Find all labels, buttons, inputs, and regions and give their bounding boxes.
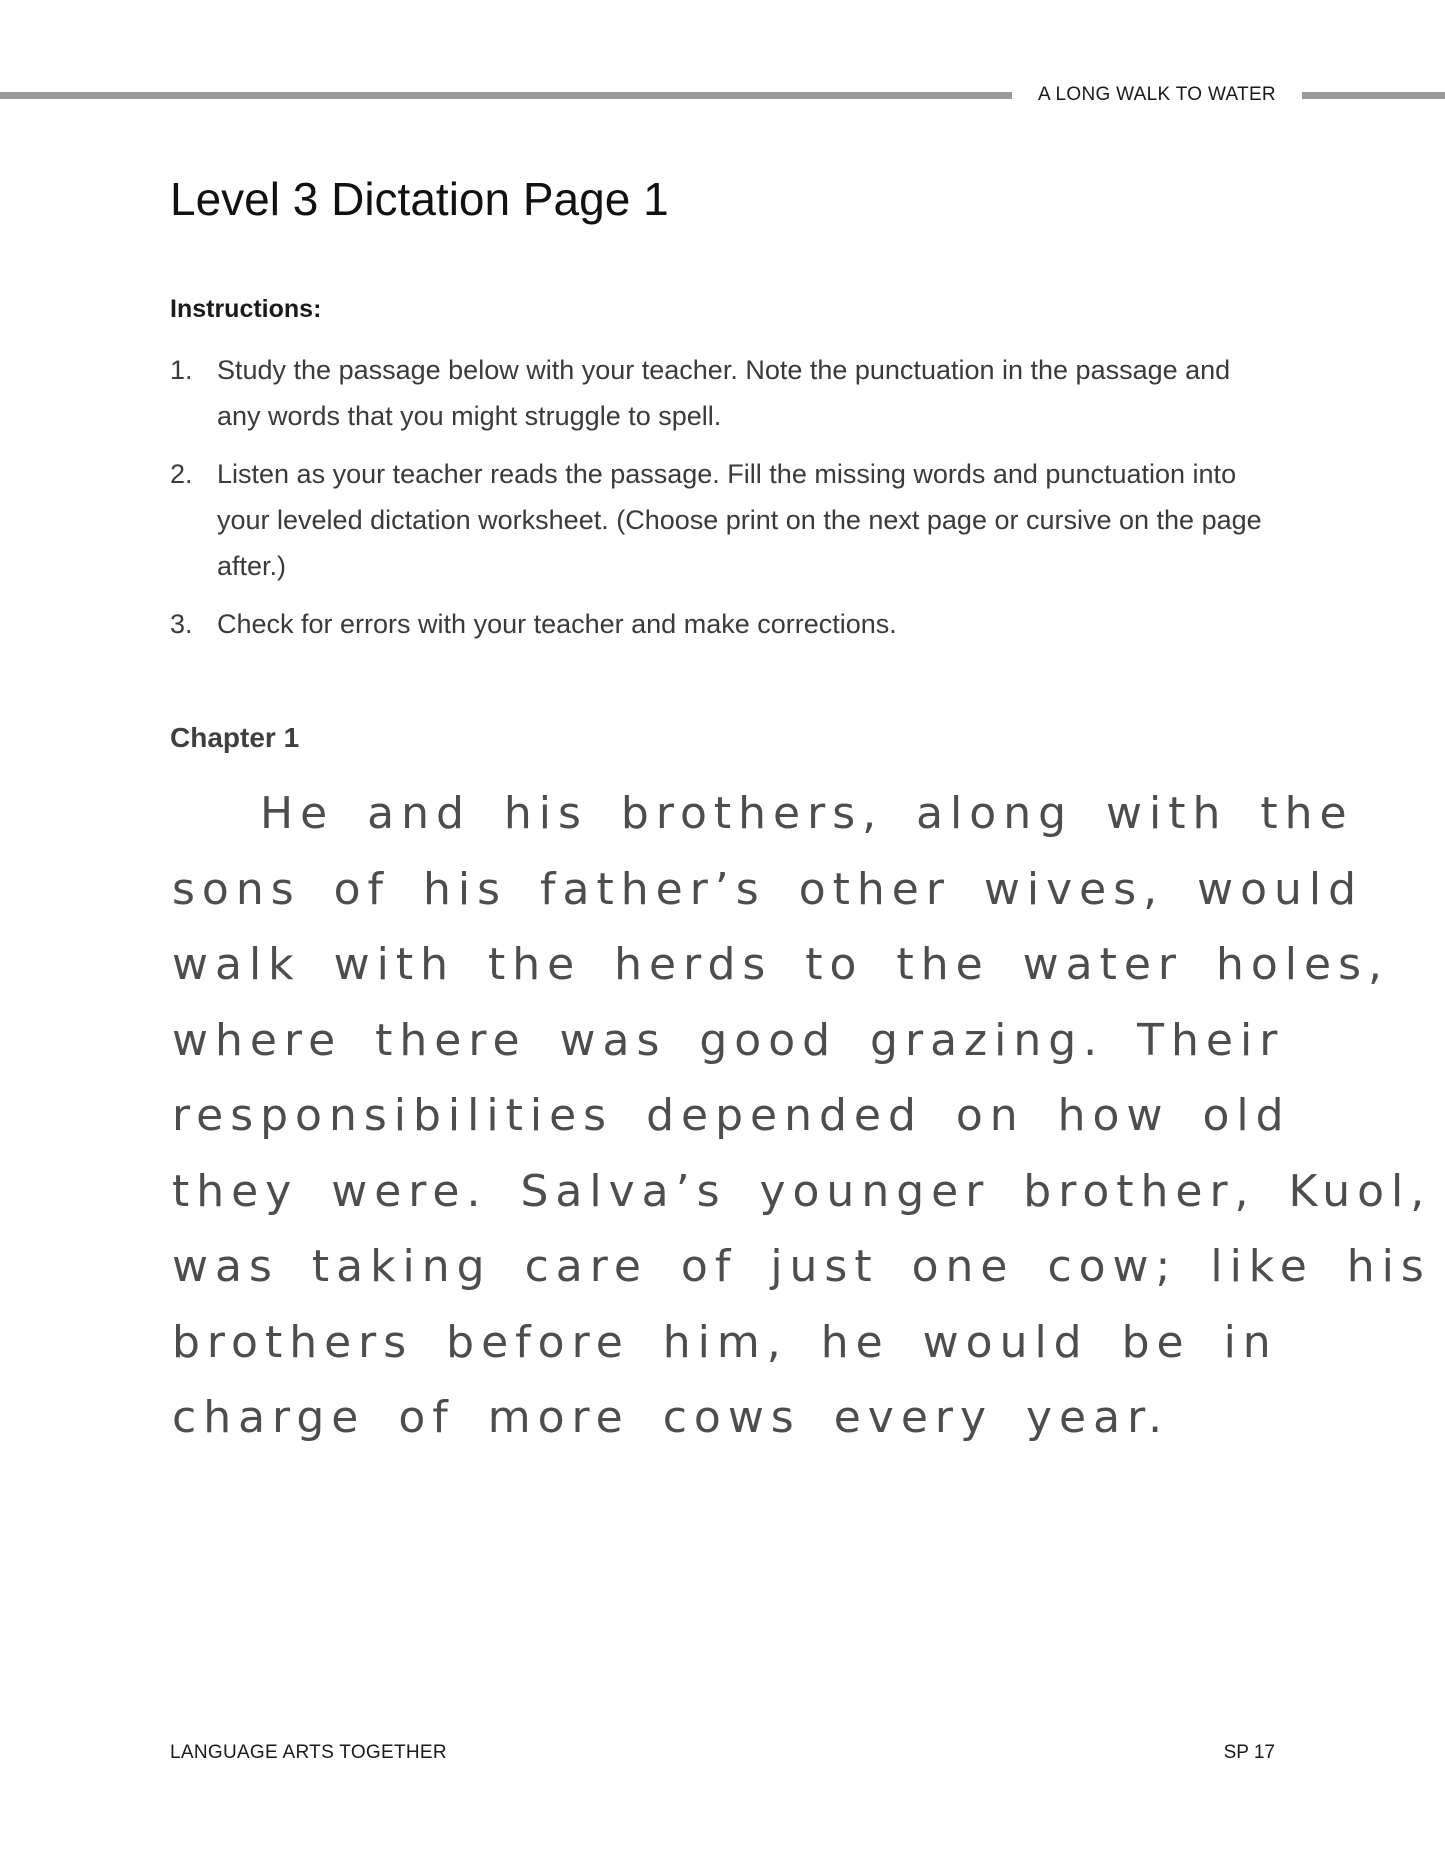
- passage-line: was taking care of just one cow; like his: [172, 1241, 1431, 1292]
- passage-line: brothers before him, he would be in: [172, 1316, 1278, 1368]
- instruction-item: [170, 347, 1280, 439]
- instruction-text: Listen as your teacher reads the passage. Fill the missing words and punctuation into your leveled dictation worksheet. (Choose print on the next page or cursive on the page after.): [217, 459, 1262, 581]
- instruction-item: [170, 451, 1280, 589]
- footer-book-title: LANGUAGE ARTS TOGETHER: [170, 1742, 447, 1763]
- header-rule-right: [1302, 92, 1445, 99]
- passage-line: walk with the herds to the water holes,: [172, 939, 1389, 990]
- passage-line: charge of more cows every year.: [172, 1392, 1170, 1443]
- passage-line: where there was good grazing. Their: [172, 1014, 1285, 1066]
- instructions-list: [170, 347, 1280, 659]
- instruction-number: 1.: [170, 355, 193, 385]
- passage-line: sons of his father’s other wives, would: [172, 863, 1364, 915]
- passage-line: they were. Salva’s younger brother, Kuol,: [172, 1165, 1432, 1217]
- page-title: Level 3 Dictation Page 1: [170, 173, 669, 225]
- instruction-text: Check for errors with your teacher and make corrections.: [217, 609, 897, 639]
- passage-line: He and his brothers, along with the: [260, 788, 1354, 839]
- instruction-item: [170, 601, 1280, 647]
- instructions-label: Instructions:: [170, 295, 322, 323]
- instruction-text: Study the passage below with your teacher. Note the punctuation in the passage and any words that you might struggle to spell.: [217, 355, 1231, 431]
- chapter-heading: Chapter 1: [170, 722, 300, 753]
- running-head: A LONG WALK TO WATER: [1038, 84, 1276, 105]
- header-rule-left: [0, 92, 1012, 99]
- footer-page-number: SP 17: [1223, 1742, 1275, 1763]
- dictation-passage: [172, 776, 1432, 1456]
- instruction-number: 3.: [170, 609, 193, 639]
- instruction-number: 2.: [170, 459, 193, 489]
- passage-line: responsibilities depended on how old: [172, 1090, 1291, 1141]
